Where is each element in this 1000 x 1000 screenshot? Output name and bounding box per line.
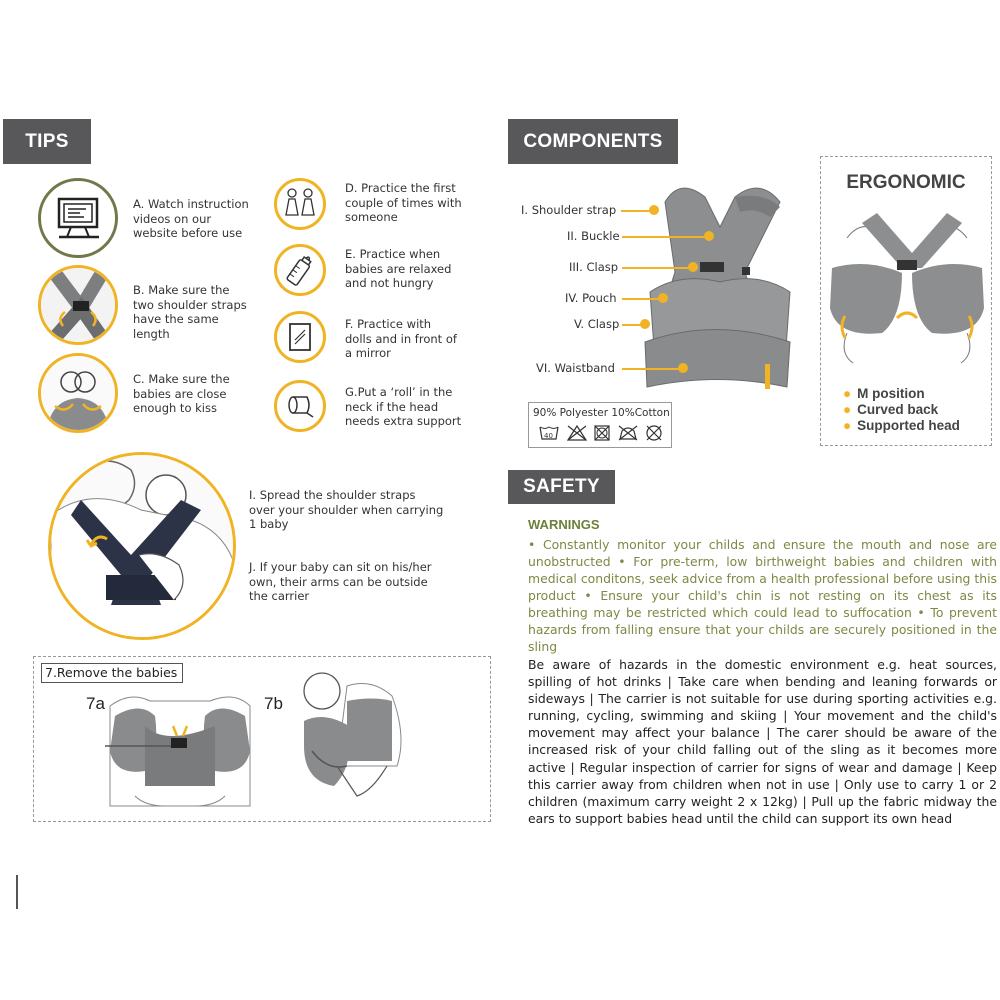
carrier-illustration	[620, 182, 815, 397]
tip-d: D. Practice the first couple of times with someone	[345, 181, 462, 224]
ergonomic-point-back: ● Curved back	[843, 402, 939, 417]
step-7a-illustration	[105, 686, 255, 814]
straps-icon	[38, 265, 118, 345]
tip-b: B. Make sure the two shoulder straps have the same length	[133, 283, 247, 341]
dot-pouch	[658, 293, 668, 303]
tips-heading: TIPS	[3, 119, 91, 164]
leader-buckle	[622, 236, 708, 238]
tip-j: J. If your baby can sit on his/her own, their arms can be outside the carrier	[249, 560, 432, 603]
ergonomic-illustration	[827, 208, 987, 366]
part-clasp-5: V. Clasp	[574, 317, 620, 331]
tip-e: E. Practice when babies are relaxed and not hungry	[345, 247, 452, 290]
tip-c: C. Make sure the babies are close enough to kiss	[133, 372, 230, 415]
hazards-paragraph: Be aware of hazards in the domestic environment e.g. heat sources, spilling of hot drinks | Take care when bending and leaning forwards or sideways | The carrier is not suitable for use during sporting activities e.g. running, cycling, swimming and skiing | Your movement and the child's movement may affect your balance | The carer should be aware of the increased risk of your child falling out of the sling as it becomes more active | Regular inspection of carrier for signs of wear and damage | Keep this carrier away from children when not in use | Only use to carry 1 or 2 children (maximum carry weight 2 x 12kg) | Pull up the fabric midway the ears to support babies head until the child can support its own head	[528, 657, 997, 826]
ergonomic-title: ERGONOMIC	[846, 172, 966, 193]
warnings-text: • Constantly monitor your childs and ensure the mouth and nose are unobstructed • For pre-term, low birthweight babies and children with medical conditons, seek advice from a health professional before using this product • Ensure your child's chin is not resting on its chest as its breathing may be restricted which could lead to suffocation • To prevent hazards from falling ensure that your childs are securely positioned in the sling	[528, 537, 997, 654]
ergonomic-point-m: ● M position	[843, 386, 925, 401]
step-7a-label: 7a	[86, 694, 105, 713]
leader-pouch	[622, 298, 662, 300]
part-pouch: IV. Pouch	[565, 291, 617, 305]
care-symbols	[538, 423, 668, 443]
tip-i: I. Spread the shoulder straps over your shoulder when carrying 1 baby	[249, 488, 444, 531]
part-clasp-3: III. Clasp	[569, 260, 619, 274]
bullet-icon: ●	[843, 418, 852, 433]
kiss-icon	[38, 353, 118, 433]
dot-clasp-5	[640, 319, 650, 329]
dot-waistband	[678, 363, 688, 373]
monitor-icon	[38, 178, 118, 258]
margin-mark	[16, 875, 18, 909]
safety-heading: SAFETY	[508, 470, 615, 504]
tip-g: G.Put a ‘roll’ in the neck if the head needs extra support	[345, 385, 462, 428]
warnings-title: WARNINGS	[528, 517, 600, 532]
dot-clasp-3	[688, 262, 698, 272]
leader-clasp-3	[622, 267, 692, 269]
people-icon	[274, 178, 326, 230]
tip-f: F. Practice with dolls and in front of a mirror	[345, 317, 457, 360]
part-buckle: II. Buckle	[567, 229, 620, 243]
part-waistband: VI. Waistband	[536, 361, 615, 375]
bullet-icon: ●	[843, 386, 852, 401]
leader-waistband	[622, 368, 682, 370]
fabric-composition: 90% Polyester 10%Cotton	[533, 407, 670, 419]
mirror-icon	[274, 311, 326, 363]
wash-temp: 40	[544, 432, 553, 440]
tip-a: A. Watch instruction videos on our website before use	[133, 197, 249, 240]
roll-icon	[274, 380, 326, 432]
dot-buckle	[704, 231, 714, 241]
ergonomic-point-head: ● Supported head	[843, 418, 960, 433]
part-shoulder-strap: I. Shoulder strap	[521, 203, 617, 217]
bottle-icon	[274, 244, 326, 296]
bullet-icon: ●	[843, 402, 852, 417]
step-7b-illustration	[292, 666, 412, 814]
components-heading: COMPONENTS	[508, 119, 678, 164]
step-7b-label: 7b	[264, 694, 283, 713]
remove-babies-title: 7.Remove the babies	[41, 663, 183, 683]
dot-shoulder-strap	[649, 205, 659, 215]
carry-one-baby-illustration	[48, 452, 236, 640]
